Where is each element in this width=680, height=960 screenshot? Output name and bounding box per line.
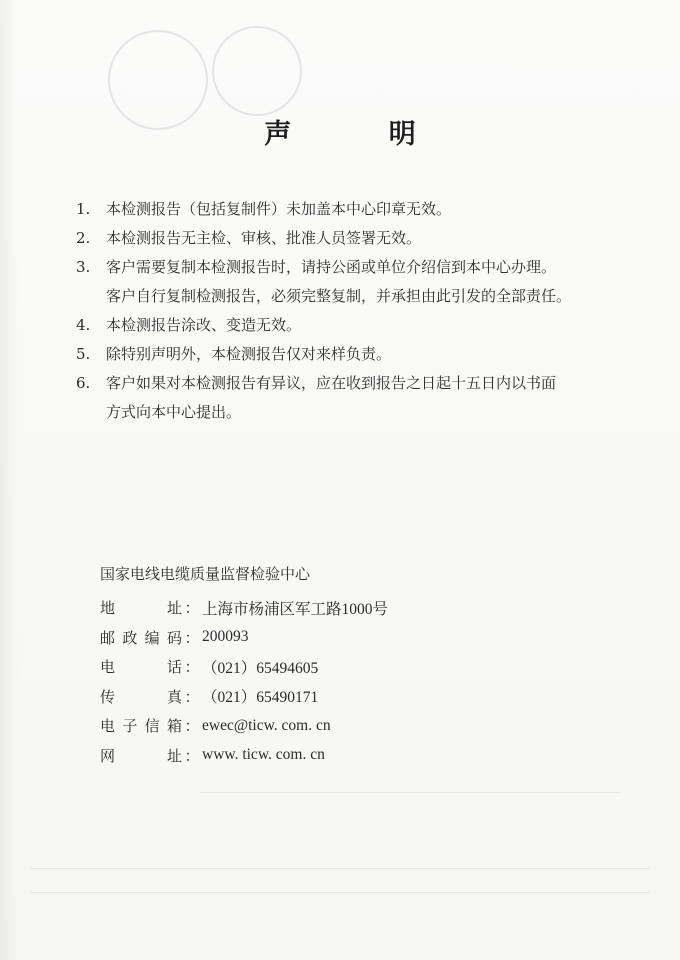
contact-label-char: 网 — [100, 746, 116, 765]
notice-item — [76, 340, 636, 369]
contact-value: 上海市杨浦区军工路1000号 — [202, 600, 389, 618]
notice-number: 1. — [76, 200, 91, 218]
notice-number: 2. — [76, 229, 91, 247]
contact-label — [100, 745, 182, 766]
contact-value: www. ticw. com. cn — [202, 746, 325, 764]
contact-value: 200093 — [202, 628, 249, 646]
notice-number: 6. — [76, 374, 91, 392]
contact-value: （021）65494605 — [202, 659, 319, 677]
notice-text: 客户如果对本检测报告有异议，应在收到报告之日起十五日内以书面 — [106, 374, 557, 392]
contact-label — [100, 715, 182, 736]
contact-row — [100, 741, 388, 771]
contact-label-char: 传 — [100, 687, 116, 706]
notice-text: 本检测报告（包括复制件）未加盖本中心印章无效。 — [106, 200, 452, 218]
contact-label — [100, 686, 182, 707]
contact-label-char: 址 — [166, 599, 182, 618]
contact-label-char: 真 — [166, 687, 182, 706]
contact-label-char: 箱 — [166, 717, 182, 736]
contact-row — [100, 711, 388, 741]
contact-label-char: 地 — [100, 599, 116, 618]
contact-label-char: 话 — [166, 658, 182, 677]
page-title: 声 明 — [264, 119, 460, 150]
notice-item — [76, 195, 636, 224]
contact-row — [100, 623, 388, 653]
show-through-rule — [200, 792, 620, 793]
contact-row — [100, 682, 388, 712]
notice-text: 客户需要复制本检测报告时，请持公函或单位介绍信到本中心办理。 — [106, 258, 557, 276]
contact-info — [100, 593, 388, 770]
contact-label-char: 电 — [100, 658, 116, 677]
notice-item — [76, 253, 636, 311]
notice-item — [76, 369, 636, 427]
contact-row — [100, 593, 388, 623]
notice-text: 客户自行复制检测报告，必须完整复制，并承担由此引发的全部责任。 — [106, 287, 572, 305]
contact-label-char: 信 — [144, 717, 160, 736]
contact-row — [100, 652, 388, 682]
contact-label-char: 编 — [144, 628, 160, 647]
notice-text: 方式向本中心提出。 — [106, 403, 242, 421]
contact-value: （021）65490171 — [202, 689, 319, 707]
notice-list — [76, 195, 636, 427]
contact-label-char: 电 — [100, 717, 116, 736]
notice-text: 本检测报告涂改、变造无效。 — [106, 316, 302, 334]
show-through-rule — [30, 892, 650, 893]
contact-label — [100, 627, 182, 648]
show-through-rule — [30, 868, 650, 869]
notice-number: 3. — [76, 258, 91, 276]
contact-colon: ： — [184, 746, 200, 765]
contact-label-char: 码 — [166, 628, 182, 647]
contact-colon: ： — [184, 658, 200, 677]
contact-value: ewec@ticw. com. cn — [202, 716, 331, 734]
notice-text: 本检测报告无主检、审核、批准人员签署无效。 — [106, 229, 422, 247]
show-through-seal-right — [212, 26, 302, 116]
contact-label-char: 政 — [122, 628, 138, 647]
contact-label-char: 邮 — [100, 628, 116, 647]
notice-number: 5. — [76, 345, 91, 363]
contact-colon: ： — [184, 599, 200, 618]
contact-label — [100, 597, 182, 618]
contact-label-char: 址 — [166, 746, 182, 765]
contact-label-char: 子 — [122, 717, 138, 736]
notice-item — [76, 224, 636, 253]
notice-item — [76, 311, 636, 340]
contact-colon: ： — [184, 628, 200, 647]
notice-number: 4. — [76, 316, 91, 334]
contact-colon: ： — [184, 717, 200, 736]
organization-name: 国家电线电缆质量监督检验中心 — [100, 565, 311, 583]
contact-colon: ： — [184, 687, 200, 706]
notice-text: 除特别声明外，本检测报告仅对来样负责。 — [106, 345, 392, 363]
contact-label — [100, 656, 182, 677]
